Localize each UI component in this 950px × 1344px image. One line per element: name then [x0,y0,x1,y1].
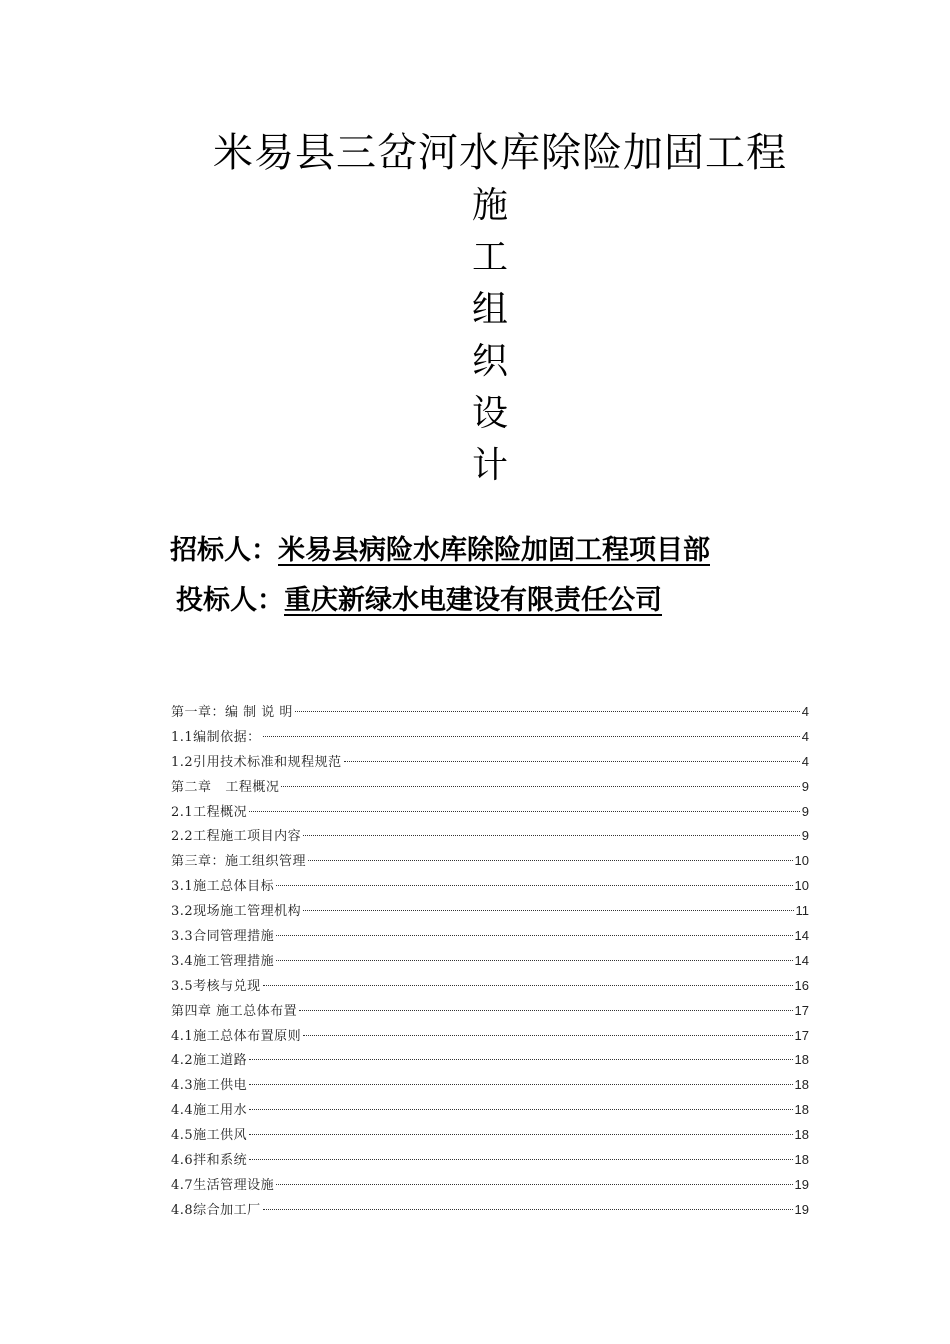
toc-entry[interactable] [171,1198,809,1223]
toc-entry-page: 9 [801,828,809,844]
toc-entry[interactable] [171,1098,809,1123]
toc-entry[interactable] [171,924,809,949]
toc-leader-dots [276,885,792,886]
subtitle-char: 织 [471,341,508,382]
toc-entry[interactable] [171,1048,809,1073]
toc-entry[interactable] [171,1123,809,1148]
toc-entry[interactable] [171,999,809,1024]
toc-entry-label: 3.5考核与兑现 [171,978,261,994]
toc-entry[interactable] [171,1073,809,1098]
toc-entry-page: 18 [794,1152,809,1168]
toc-entry-page: 11 [795,903,809,919]
toc-entry-page: 17 [794,1002,809,1018]
toc-leader-dots [249,1159,792,1160]
toc-leader-dots [263,736,800,737]
toc-entry[interactable] [171,750,809,775]
toc-leader-dots [249,1109,792,1110]
toc-leader-dots [249,811,800,812]
bidder-label: 投标人： [176,585,284,616]
toc-entry-label: 4.5施工供风 [171,1128,248,1144]
toc-entry-label: 1.1编制依据： [171,729,261,745]
toc-entry[interactable] [171,824,809,849]
subtitle-char: 设 [471,393,508,434]
toc-entry-label: 4.1施工总体布置原则 [171,1028,302,1044]
subtitle-char: 施 [471,185,508,226]
toc-entry-page: 19 [794,1176,809,1192]
toc-entry-page: 4 [801,704,809,719]
toc-entry-page: 19 [794,1201,809,1217]
toc-entry-label: 4.3施工供电 [171,1078,248,1094]
toc-entry[interactable] [171,849,809,874]
toc-entry-page: 9 [801,778,809,794]
toc-entry-page: 18 [794,1102,809,1118]
bidder-value: 重庆新绿水电建设有限责任公司 [284,585,662,616]
toc-leader-dots [276,935,792,936]
toc-entry-label: 4.7生活管理设施 [171,1177,275,1193]
toc-entry-page: 18 [794,1077,809,1093]
toc-leader-dots [303,1035,792,1036]
toc-entry-page: 14 [794,952,809,968]
toc-entry-label: 3.1施工总体目标 [171,879,275,895]
toc-entry-label: 3.2现场施工管理机构 [171,904,302,920]
toc-leader-dots [249,1084,792,1085]
table-of-contents [171,700,809,1223]
toc-entry[interactable] [171,874,809,899]
toc-entry-label: 4.4施工用水 [171,1103,248,1119]
toc-entry-label: 4.2施工道路 [171,1053,248,1069]
toc-entry-page: 4 [801,728,809,744]
toc-entry-label: 3.4施工管理措施 [171,953,275,969]
toc-entry[interactable] [171,725,809,750]
tenderer-line [170,533,710,569]
toc-entry-label: 第四章 施工总体布置 [171,1003,298,1019]
toc-entry-page: 10 [794,853,809,869]
toc-leader-dots [276,1184,792,1185]
toc-entry-label: 第二章 工程概况 [171,779,280,795]
toc-leader-dots [295,711,800,712]
toc-entry[interactable] [171,974,809,999]
toc-entry[interactable] [171,1148,809,1173]
toc-entry[interactable] [171,700,809,725]
toc-entry-label: 第一章：编 制 说 明 [171,705,293,720]
toc-leader-dots [249,1134,792,1135]
toc-entry[interactable] [171,775,809,800]
toc-entry-label: 1.2引用技术标准和规程规范 [171,754,342,770]
bidder-line [176,583,662,619]
toc-entry-page: 4 [801,753,809,769]
toc-entry[interactable] [171,949,809,974]
toc-entry[interactable] [171,899,809,924]
toc-entry-page: 17 [794,1027,809,1043]
document-title: 米易县三岔河水库除险加固工程 [213,130,787,176]
toc-entry[interactable] [171,1024,809,1049]
toc-leader-dots [303,835,800,836]
toc-leader-dots [308,860,793,861]
toc-leader-dots [263,1209,793,1210]
toc-entry-page: 16 [794,977,809,993]
toc-entry-label: 2.1工程概况 [171,804,248,820]
toc-entry-page: 18 [794,1127,809,1143]
toc-entry-label: 3.3合同管理措施 [171,929,275,945]
toc-entry-label: 4.8综合加工厂 [171,1202,261,1218]
toc-entry-page: 9 [801,803,809,819]
toc-leader-dots [281,786,799,787]
subtitle-char: 工 [471,237,508,278]
toc-leader-dots [303,910,793,911]
toc-entry-page: 10 [794,878,809,894]
toc-entry-label: 4.6拌和系统 [171,1153,248,1169]
toc-leader-dots [344,761,800,762]
tenderer-label: 招标人： [170,535,278,566]
toc-entry[interactable] [171,800,809,825]
subtitle-char: 计 [471,445,508,486]
tenderer-value: 米易县病险水库除险加固工程项目部 [278,535,710,566]
toc-entry-label: 第三章：施工组织管理 [171,854,307,870]
vertical-subtitle [450,180,530,492]
toc-leader-dots [249,1059,792,1060]
toc-entry-page: 18 [794,1052,809,1068]
toc-leader-dots [299,1010,792,1011]
toc-leader-dots [276,960,792,961]
toc-leader-dots [263,985,793,986]
subtitle-char: 组 [471,289,508,330]
toc-entry-page: 14 [794,928,809,944]
toc-entry[interactable] [171,1173,809,1198]
toc-entry-label: 2.2工程施工项目内容 [171,829,302,845]
